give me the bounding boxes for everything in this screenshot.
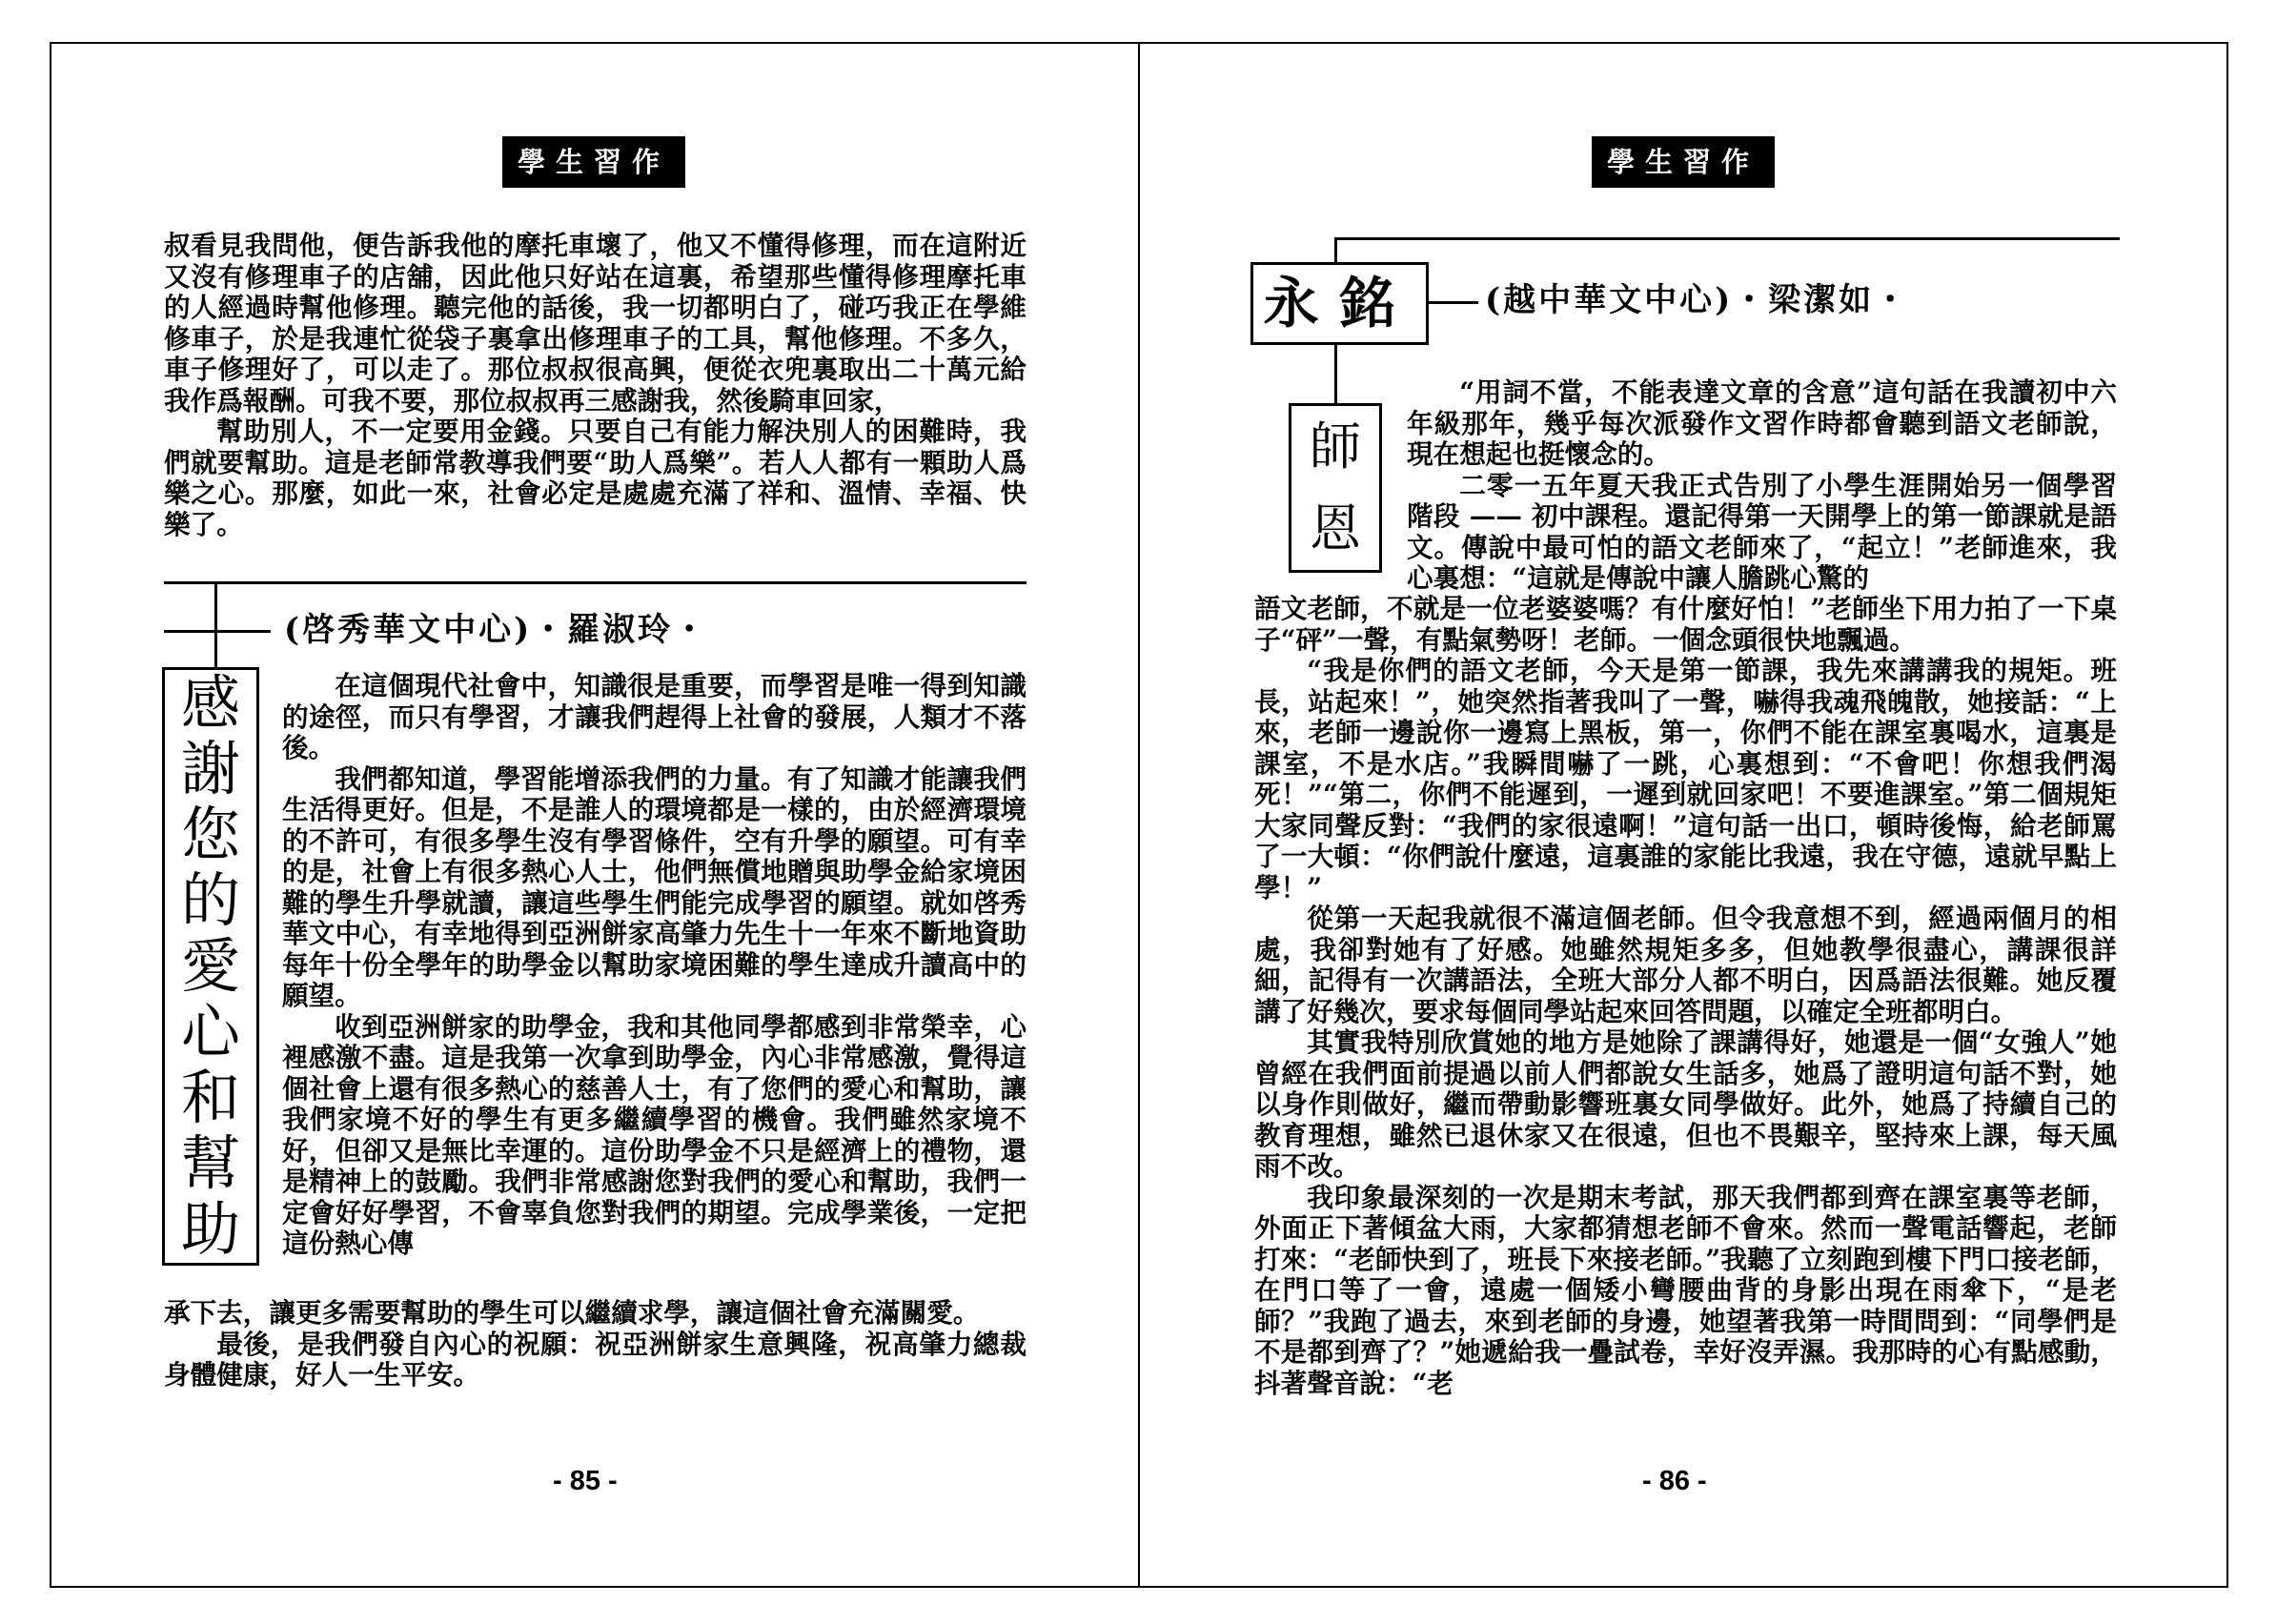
title-left-char: 您	[180, 799, 240, 869]
essay-paragraph-3: “我是你們的語文老師，今天是第一節課，我先來講講我的規矩。班長，站起來！”，她突然指著我叫了一聲，嚇得我魂飛魄散，她接話：“上來，老師一邊說你一邊寫上黑板，第一，你們不能在課室裏喝水，這裏是課室，不是水店。”我瞬間嚇了一跳，心裏想到：“不會吧！你想我們渴死！”“第二，你們不能遲到，一遲到就回家吧！不要進課室。”第二個規矩大家同聲反對：“我們的家很遠啊！”這句話一出口，頓時後悔，給老師罵了一大頓：“你們說什麼遠，這裏誰的家能比我遠，我在守德，遠就早點上學！”	[1254, 655, 2117, 903]
essay-title-horizontal-right: 永銘	[1250, 262, 1429, 345]
byline-rule-right	[1429, 301, 1478, 304]
title-left-char: 助	[180, 1194, 240, 1265]
title-connector-line	[214, 583, 217, 669]
title-top-connector	[1334, 237, 1337, 263]
page-spine	[1138, 42, 1140, 1588]
left-continuation-text	[164, 231, 1027, 540]
author-byline-left: (啓秀華文中心)・羅淑玲・	[284, 611, 709, 649]
title-left-char: 和	[180, 1063, 240, 1133]
essay-paragraph-2-end: 語文老師，不就是一位老婆婆嗎？有什麼好怕！”老師坐下用力拍了一下桌子“砰”一聲，有點氣勢呀！老師。一個念頭很快地飄過。	[1254, 593, 2117, 656]
author-byline-right: (越中華文中心)・梁潔如・	[1485, 281, 1910, 319]
essay-paragraph-4: 最後，是我們發自內心的祝願：祝亞洲餅家生意興隆，祝高肇力總裁身體健康，好人一生平安。	[164, 1328, 1027, 1391]
section-header-badge-right: 學生習作	[1592, 136, 1775, 188]
right-essay-body	[1254, 594, 2117, 1399]
essay-paragraph-2: 我們都知道，學習能增添我們的力量。有了知識才能讓我們生活得更好。但是，不是誰人的環境都是一樣的，由於經濟環境的不許可，有很多學生沒有學習條件，空有升學的願望。可有幸的是，社會上有很多熱心人士，他們無償地贈與助學金給家境困難的學生升學就讀，讓這些學生們能完成學習的願望。就如啓秀華文中心，有幸地得到亞洲餅家高肇力先生十一年來不斷地資助每年十份全學年的助學金以幫助家境困難的學生達成升讀高中的願望。	[282, 762, 1027, 1011]
title-left-char: 謝	[180, 733, 240, 803]
title-left-char: 感	[180, 667, 240, 738]
page-number-right: - 86 -	[1642, 1466, 1707, 1496]
left-essay-ending	[164, 1298, 1027, 1391]
essay-paragraph-4: 從第一天起我就很不滿這個老師。但令我意想不到，經過兩個月的相處，我卻對她有了好感。她雖然規矩多多，但她教學很盡心，講課很詳細，記得有一次講語法，全班大部分人都不明白，因爲語法很難。她反覆講了好幾次，要求每個同學站起來回答問題，以確定全班都明白。	[1254, 903, 2117, 1027]
essay-title-vertical-right	[1289, 403, 1382, 573]
continuation-paragraph: 叔看見我問他，便告訴我他的摩托車壞了，他又不懂得修理，而在這附近又沒有修理車子的店舖，因此他只好站在這裏，希望那些懂得修理摩托車的人經過時幫他修理。聽完他的話後，我一切都明白了，碰巧我正在學維修車子，於是我連忙從袋子裏拿出修理車子的工具，幫他修理。不多久，車子修理好了，可以走了。那位叔叔很高興，便從衣兜裏取出二十萬元給我作爲報酬。可我不要，那位叔叔再三感謝我，然後騎車回家，	[164, 230, 1027, 416]
essay-paragraph-3-end: 承下去，讓更多需要幫助的學生可以繼續求學，讓這個社會充滿關愛。	[164, 1297, 980, 1329]
left-essay-body-column	[282, 671, 1027, 1260]
essay-paragraph-2: 二零一五年夏天我正式告別了小學生涯開始另一個學習階段 —— 初中課程。還記得第一天開學上的第一節課就是語文。傳說中最可怕的語文老師來了，“起立！”老師進來，我心裏想：“這就是傳說中讓人膽跳心驚的	[1407, 469, 2117, 594]
title-vertical-connector	[1334, 345, 1337, 404]
title-right-char: 師	[1310, 416, 1361, 477]
page-number-left: - 85 -	[553, 1466, 618, 1496]
section-divider	[164, 581, 1027, 584]
essay-paragraph-5: 其實我特別欣賞她的地方是她除了課講得好，她還是一個“女強人”她曾經在我們面前提過以前人們都說女生話多，她爲了證明這句話不對，她以身作則做好，繼而帶動影響班裏女同學做好。此外，她爲了持續自己的教育理想，雖然已退休家又在很遠，但也不畏艱辛，堅持來上課，每天風雨不改。	[1254, 1026, 2117, 1182]
continuation-paragraph-2: 幫助別人，不一定要用金錢。只要自己有能力解決別人的困難時，我們就要幫助。這是老師常教導我們要“助人爲樂”。若人人都有一顆助人爲樂之心。那麼，如此一來，社會必定是處處充滿了祥和、溫情、幸福、快樂了。	[164, 416, 1027, 540]
title-left-char: 心	[180, 997, 240, 1067]
essay-paragraph-6: 我印象最深刻的一次是期末考試，那天我們都到齊在課室裏等老師，外面正下著傾盆大雨，大家都猜想老師不會來。然而一聲電話響起，老師打來：“老師快到了，班長下來接老師。”我聽了立刻跑到樓下門口接老師，在門口等了一會，遠處一個矮小彎腰曲背的身影出現在雨傘下，“是老師？”我跑了過去，來到老師的身邊，她望著我第一時間問到：“同學們是不是都到齊了？”她遞給我一疊試卷，幸好沒弄濕。我那時的心有點感動，抖著聲音說：“老	[1254, 1181, 2117, 1399]
right-essay-top-column	[1407, 377, 2117, 595]
essay-paragraph-1: 在這個現代社會中，知識很是重要，而學習是唯一得到知識的途徑，而只有學習，才讓我們趕得上社會的發展，人類才不落後。	[282, 670, 1027, 763]
title-left-char: 的	[180, 864, 240, 935]
title-right-char: 恩	[1310, 498, 1361, 558]
essay-title-vertical-left	[162, 667, 259, 1266]
title-left-char: 幫	[180, 1128, 240, 1199]
essay-paragraph-3: 收到亞洲餅家的助學金，我和其他同學都感到非常榮幸，心裡感激不盡。這是我第一次拿到助學金，內心非常感激，覺得這個社會上還有很多熱心的慈善人士，有了您們的愛心和幫助，讓我們家境不好的學生有更多繼續學習的機會。我們雖然家境不好，但卻又是無比幸運的。這份助學金不只是經濟上的禮物，還是精神上的鼓勵。我們非常感謝您對我們的愛心和幫助，我們一定會好好學習，不會辜負您對我們的期望。完成學業後，一定把這份熱心傳	[282, 1010, 1027, 1259]
title-top-rule	[1334, 237, 2120, 240]
essay-paragraph-1: “用詞不當，不能表達文章的含意”這句話在我讀初中六年級那年，幾乎每次派發作文習作時都會聽到語文老師說，現在想起也挺懷念的。	[1407, 376, 2117, 470]
byline-rule-left	[164, 630, 271, 633]
section-header-badge-left: 學生習作	[502, 136, 685, 188]
title-left-char: 愛	[180, 930, 240, 1001]
